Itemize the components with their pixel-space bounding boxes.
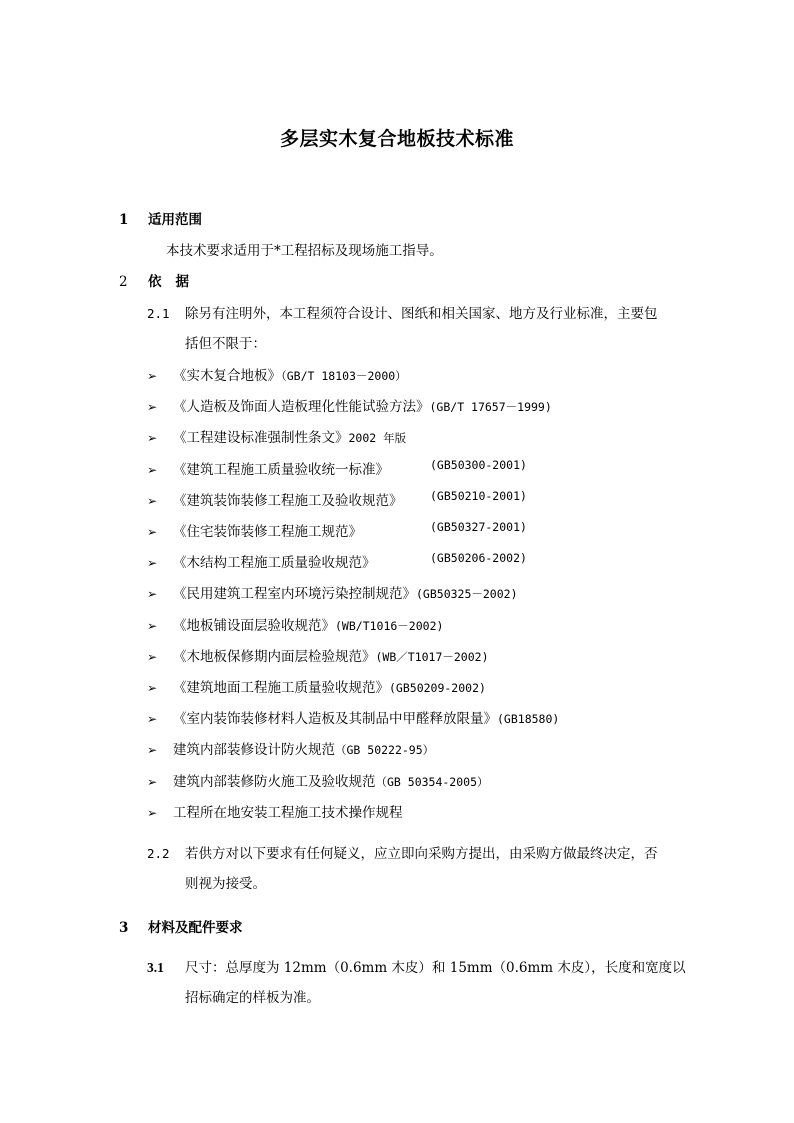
standard-list-item: [147, 738, 434, 758]
standard-code: (WB/T1016－2002): [335, 618, 444, 633]
standard-code: (GB50206-2002): [430, 551, 527, 566]
standard-name: 《住宅装饰装修工程施工规范》: [173, 524, 362, 540]
subsection-3-1: [147, 956, 687, 1006]
subsection-line-1: 若供方对以下要求有任何疑义，应立即向采购方提出，由采购方做最终决定，否: [185, 846, 658, 862]
standard-code: 2002 年版: [348, 431, 407, 446]
standard-code: (GB50209-2002): [389, 681, 486, 695]
arrowhead-bullet-icon: ➢: [147, 587, 158, 602]
standard-name: 建筑内部装修设计防火规范: [173, 742, 335, 759]
standard-list-item: [147, 707, 559, 727]
subsection-number: 2.2: [147, 846, 170, 861]
standard-list-item: [147, 645, 489, 665]
standard-list-item: [147, 520, 527, 540]
section-2-heading: [119, 270, 203, 290]
standard-code: （GB/T 18103－2000）: [281, 369, 407, 383]
subsection-line-1: 除另有注明外，本工程须符合设计、图纸和相关国家、地方及行业标准，主要包: [185, 306, 658, 322]
standard-name: 《建筑地面工程施工质量验收规范》: [173, 680, 389, 696]
arrowhead-bullet-icon: ➢: [147, 556, 158, 571]
arrowhead-bullet-icon: ➢: [147, 493, 158, 508]
standard-list-item: [147, 364, 407, 384]
arrowhead-bullet-icon: ➢: [147, 649, 158, 664]
arrowhead-bullet-icon: ➢: [147, 400, 158, 415]
standard-list-item: [147, 614, 443, 634]
arrowhead-bullet-icon: ➢: [147, 681, 158, 695]
standard-code: (WB／T1017－2002): [375, 649, 489, 664]
standard-list-item: [147, 426, 406, 446]
section-label: 依据: [148, 274, 203, 290]
subsection-line-1: 尺寸：总厚度为 12mm（0.6mm 木皮）和 15mm（0.6mm 木皮），长度和宽度以: [185, 960, 686, 976]
arrowhead-bullet-icon: ➢: [147, 743, 158, 758]
subsection-line-2: 招标确定的样板为准。: [185, 990, 320, 1006]
standard-list-item: [147, 457, 527, 478]
standard-name: 《地板铺设面层验收规范》: [173, 617, 335, 634]
subsection-2-1: [147, 302, 687, 352]
section-1-text: 本技术要求适用于*工程招标及现场施工指导。: [166, 243, 443, 259]
subsection-number: 2.1: [147, 306, 170, 321]
standard-list-item: [147, 676, 486, 696]
standard-name: 《实木复合地板》: [173, 368, 281, 384]
standard-name: 《室内装饰装修材料人造板及其制品中甲醛释放限量》: [173, 711, 497, 728]
standard-code: （GB 50354-2005）: [375, 774, 489, 789]
section-3-heading: [119, 916, 243, 936]
arrowhead-bullet-icon: ➢: [147, 712, 158, 727]
standard-name: 工程所在地安装工程施工技术操作规程: [173, 804, 403, 821]
section-1-heading: [119, 208, 202, 228]
arrowhead-bullet-icon: ➢: [147, 774, 158, 789]
standard-code: (GB18580): [497, 712, 560, 727]
standard-name: 《木结构工程施工质量验收规范》: [173, 555, 376, 572]
section-label: 材料及配件要求: [148, 920, 243, 936]
standard-list-item: [147, 770, 489, 790]
standard-name: 《建筑装饰装修工程施工及验收规范》: [173, 492, 403, 509]
subsection-number: 3.1: [147, 960, 164, 975]
arrowhead-bullet-icon: ➢: [147, 525, 158, 539]
standard-list-item: [147, 551, 527, 572]
arrowhead-bullet-icon: ➢: [147, 369, 158, 383]
standard-code: (GB50325－2002): [416, 587, 518, 602]
subsection-line-2: 括但不限于：: [185, 336, 266, 352]
standard-name: 《木地板保修期内面层检验规范》: [173, 648, 376, 665]
standard-list-item: [147, 801, 403, 821]
standard-code: (GB50300-2001): [430, 457, 527, 472]
arrowhead-bullet-icon: ➢: [147, 805, 158, 820]
arrowhead-bullet-icon: ➢: [147, 431, 158, 446]
standard-code: （GB 50222-95）: [335, 743, 435, 758]
arrowhead-bullet-icon: ➢: [147, 462, 158, 477]
standard-list-item: [147, 582, 518, 602]
section-label: 适用范围: [148, 212, 202, 228]
section-number: 1: [119, 212, 129, 228]
standard-list-item: [147, 488, 527, 509]
subsection-2-2: [147, 842, 687, 892]
standard-list-item: [147, 395, 552, 415]
standard-code: (GB/T 17657－1999): [429, 400, 552, 415]
subsection-line-2: 则视为接受。: [185, 876, 266, 892]
standard-code: (GB50327-2001): [430, 520, 527, 534]
standard-name: 《工程建设标准强制性条文》: [173, 430, 349, 447]
section-number: 2: [119, 274, 128, 290]
standard-name: 《民用建筑工程室内环境污染控制规范》: [173, 586, 416, 603]
section-number: 3: [119, 920, 129, 936]
document-title: 多层实木复合地板技术标准: [279, 128, 514, 150]
standard-name: 《人造板及饰面人造板理化性能试验方法》: [173, 399, 430, 416]
standard-name: 《建筑工程施工质量验收统一标准》: [173, 461, 389, 478]
arrowhead-bullet-icon: ➢: [147, 618, 158, 633]
standard-code: (GB50210-2001): [430, 488, 527, 503]
standard-name: 建筑内部装修防火施工及验收规范: [173, 773, 376, 790]
